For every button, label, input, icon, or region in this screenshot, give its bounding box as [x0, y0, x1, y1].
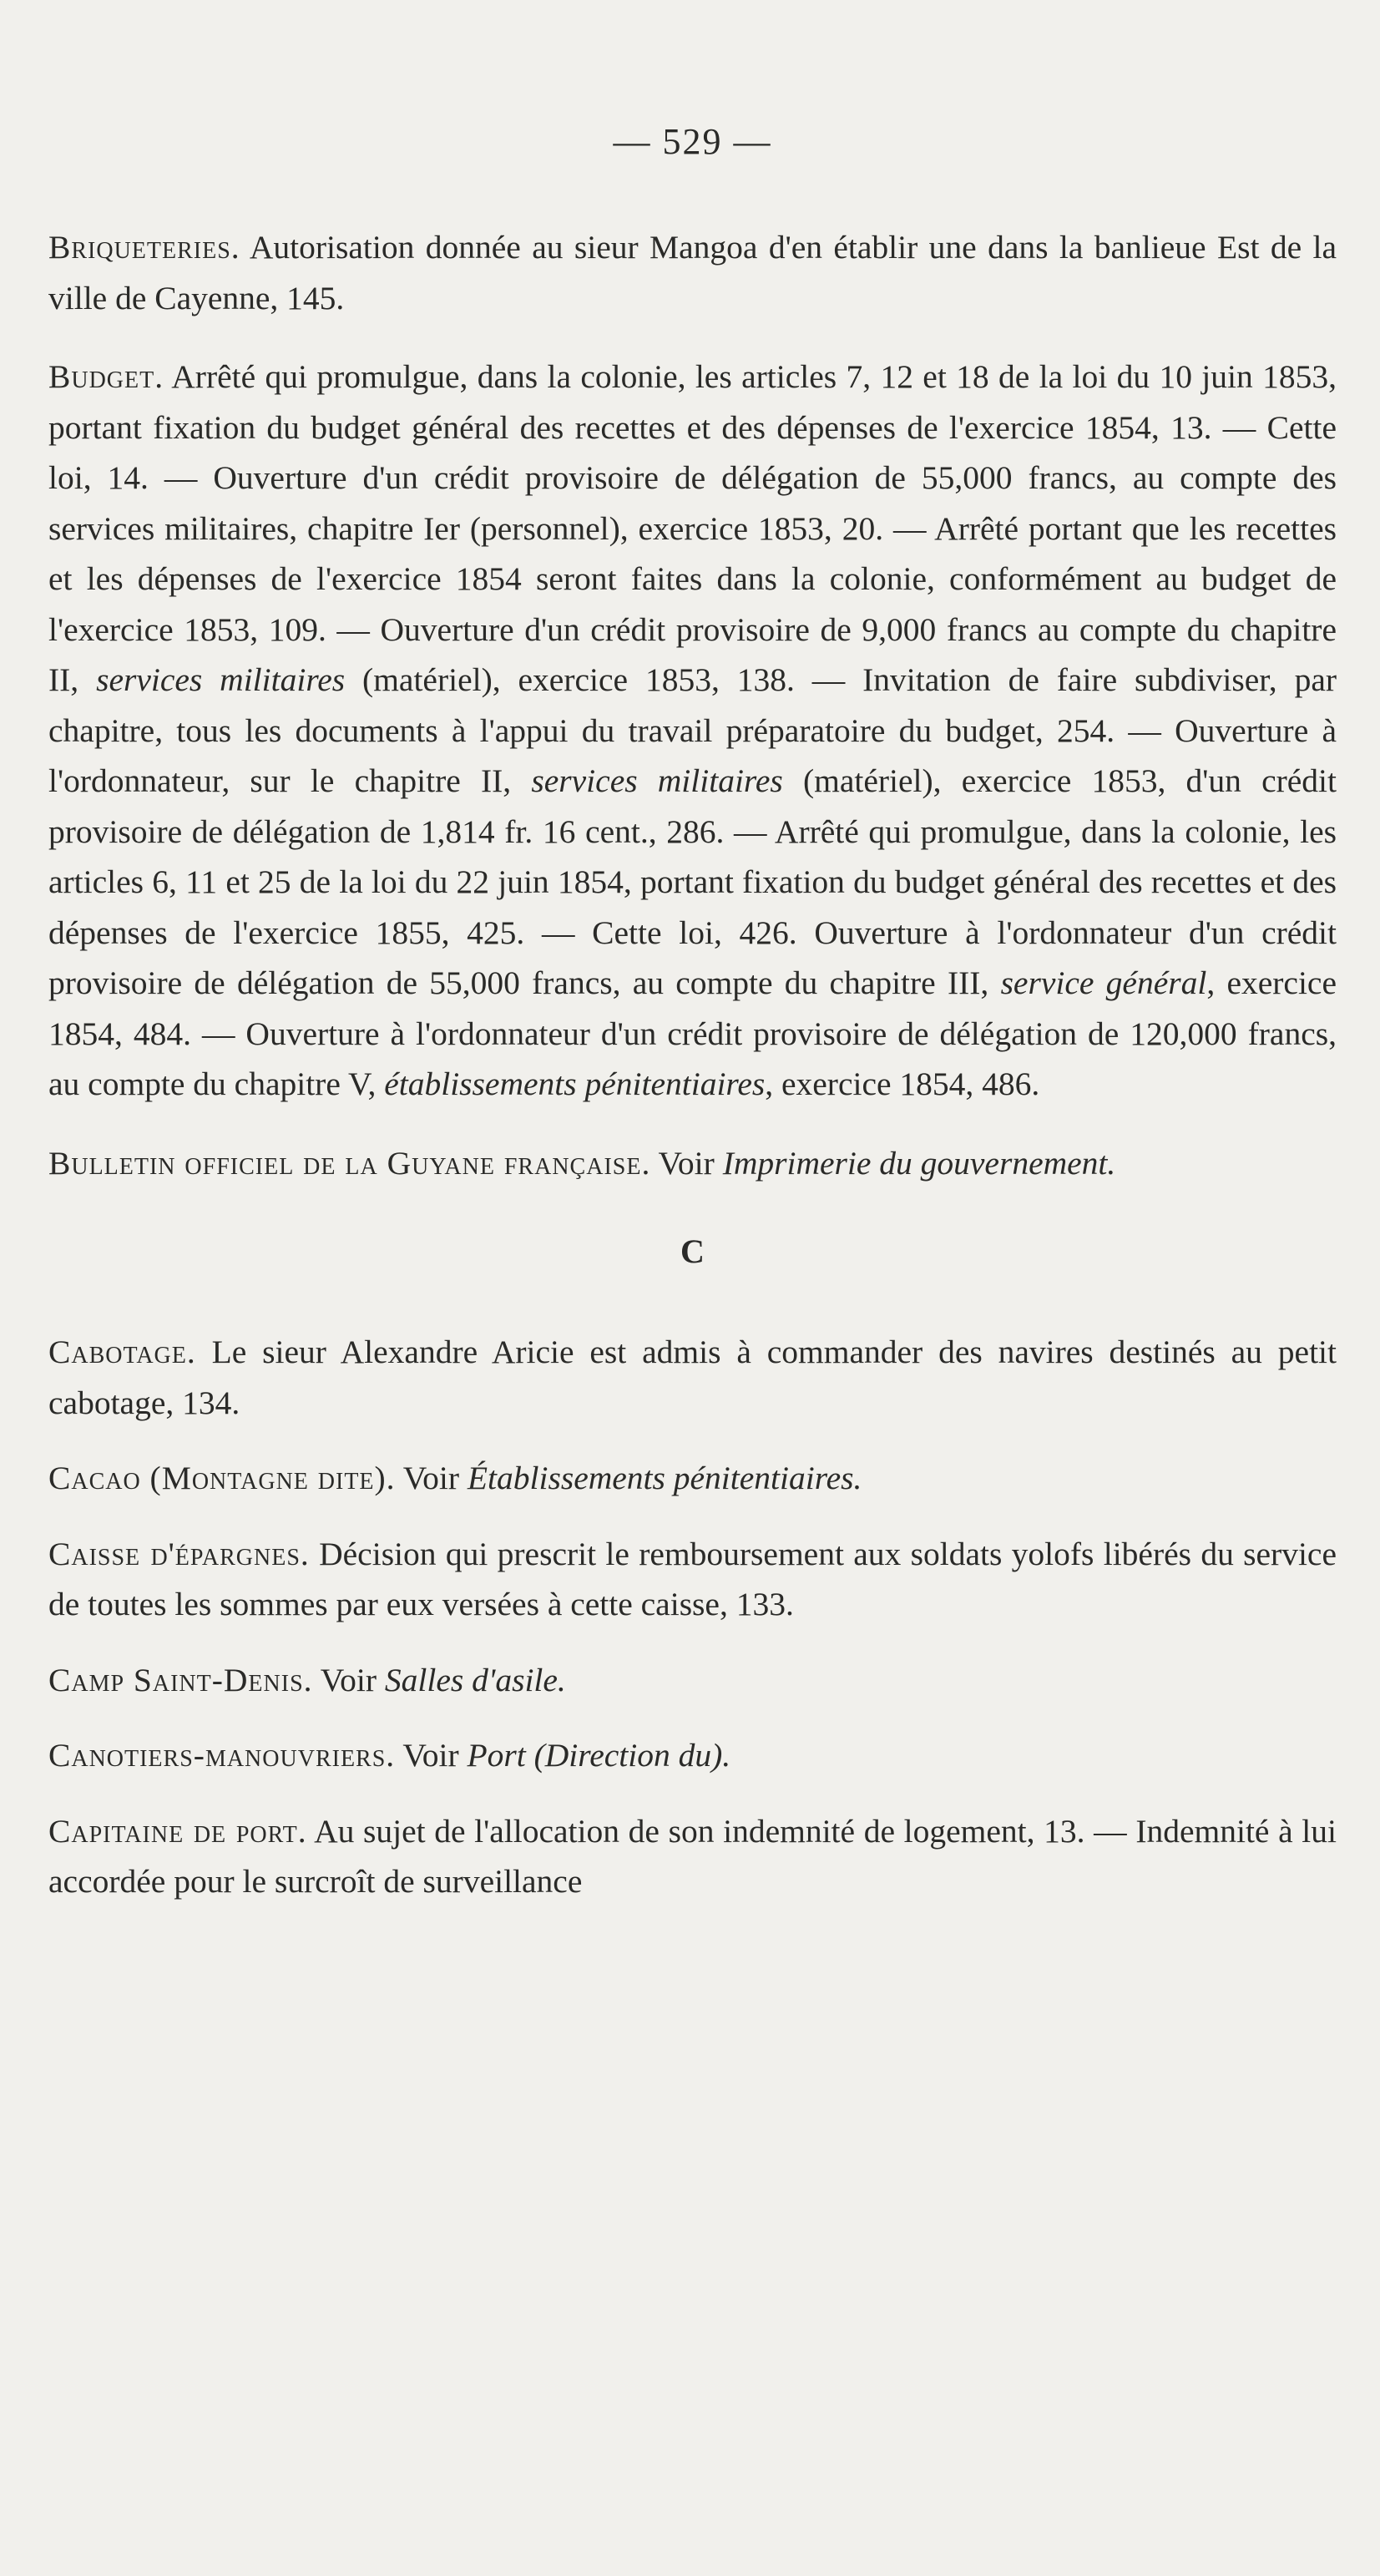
entry-text: , exercice 1854, 486. — [765, 1065, 1040, 1102]
entry-text: Voir — [320, 1661, 377, 1698]
entry-keyword: Bulletin officiel de la Guyane française. — [48, 1144, 651, 1182]
entry-italic: service général — [1000, 964, 1207, 1001]
entry-keyword: Cacao (Montagne dite). — [48, 1460, 396, 1496]
entry-text: (matériel), exercice 1853, d'un crédit provisoire de délégation de 1,814 fr. 16 cent., 286. — Arrêté qui promulgue, dans la colonie, les articles 6, 11 et 25 de la loi du 22 juin 1854, portant fixation du budget général des recettes et des dépenses de l'exercice 1855, 425. — Cette loi, 426. Ouverture à l'ordonnateur d'un crédit provisoire de délégation de 55,000 francs, au compte du chapitre III, — [48, 762, 1337, 1001]
entry-keyword: Budget. — [48, 358, 164, 395]
entry-keyword: Briqueteries. — [48, 229, 240, 266]
entry-caisse — [48, 1529, 1337, 1630]
entry-keyword: Camp Saint-Denis. — [48, 1661, 313, 1698]
entry-camp — [48, 1655, 1337, 1706]
entry-italic: services militaires — [531, 762, 783, 799]
entry-text: Au sujet de l'allocation de son indemnité de logement, 13. — Indemnité à lui accordée pour le surcroît de surveillance — [48, 1812, 1337, 1900]
entry-keyword: Caisse d'épargnes. — [48, 1535, 310, 1572]
entry-keyword: Capitaine de port. — [48, 1812, 307, 1850]
entry-italic: Établissements pénitentiaires. — [467, 1460, 862, 1496]
section-letter: C — [680, 1232, 705, 1270]
entry-italic: Salles d'asile. — [384, 1661, 566, 1698]
entry-keyword: Cabotage. — [48, 1334, 196, 1370]
entry-text: (matériel), exercice 1853, 138. — Invitation de faire subdiviser, par chapitre, tous les documents à l'appui du travail préparatoire du budget, 254. — Ouverture à l'ordonnateur, sur le chapitre II, — [48, 661, 1337, 799]
entry-budget — [48, 352, 1337, 1110]
entry-text: Voir — [402, 1737, 459, 1774]
entry-text: Arrêté qui promulgue, dans la colonie, les articles 7, 12 et 18 de la loi du 10 juin 1853, portant fixation du budget général des recettes et des dépenses de l'exercice 1854, 13. — Cette loi, 14. — Ouverture d'un crédit provisoire de délégation de 55,000 francs, au compte des services militaires, chapitre Ier (personnel), exercice 1853, 20. — Arrêté portant que les recettes et les dépenses de l'exercice 1854 seront faites dans la colonie, conformément au budget de l'exercice 1853, 109. — Ouverture d'un crédit provisoire de 9,000 francs au compte du chapitre II, — [48, 358, 1337, 698]
entry-italic: Port (Direction du). — [467, 1737, 731, 1774]
entry-cacao — [48, 1453, 1337, 1504]
entry-cabotage — [48, 1327, 1337, 1428]
entry-text: Autorisation donnée au sieur Mangoa d'en établir une dans la banlieue Est de la ville de Cayenne, 145. — [48, 229, 1337, 316]
entry-text: Le sieur Alexandre Aricie est admis à commander des navires destinés au petit cabotage, 134. — [48, 1334, 1337, 1421]
entry-italic: services militaires — [96, 661, 346, 698]
entry-italic: Imprimerie du gouvernement. — [722, 1144, 1116, 1182]
entry-text: Décision qui prescrit le remboursement aux soldats yolofs libérés du service de toutes les sommes par eux versées à cette caisse, 133. — [48, 1535, 1337, 1622]
entry-text: , exercice 1854, 484. — Ouverture à l'ordonnateur d'un crédit provisoire de délégation de 120,000 francs, au compte du chapitre V, — [48, 964, 1337, 1102]
entry-bulletin — [48, 1138, 1337, 1189]
entry-canotiers — [48, 1730, 1337, 1781]
entry-text: Voir — [402, 1460, 460, 1496]
entry-keyword: Canotiers-manouvriers. — [48, 1737, 396, 1774]
entry-text: Voir — [658, 1144, 715, 1182]
entry-capitaine — [48, 1806, 1337, 1907]
entry-briqueteries — [48, 222, 1337, 323]
page-number: — 529 — — [613, 121, 772, 162]
entry-italic: établissements pénitentiaires — [384, 1065, 766, 1102]
